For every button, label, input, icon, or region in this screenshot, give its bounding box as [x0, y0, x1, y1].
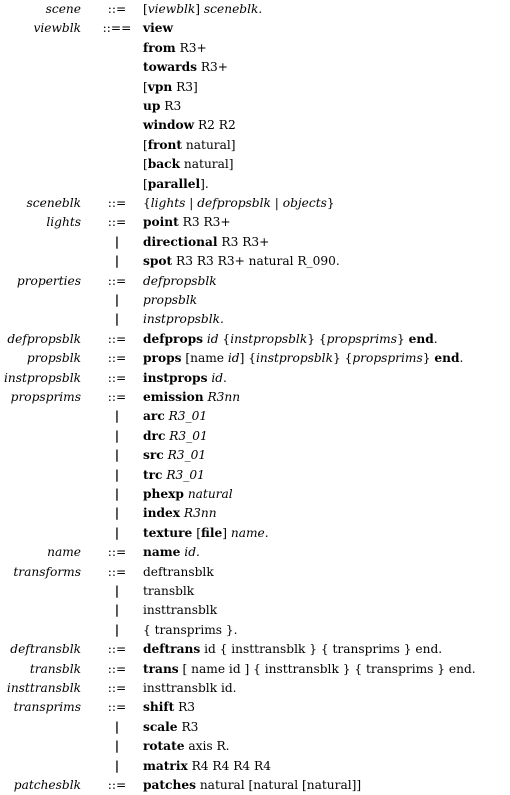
rule-production [143, 388, 240, 407]
rule-nonterminal: scene [45, 2, 81, 16]
production-token: } [396, 331, 409, 346]
grammar-rule [0, 737, 510, 756]
grammar-rule [0, 679, 510, 698]
rule-production [143, 349, 463, 368]
rule-operator: ::= [107, 215, 127, 230]
rule-nonterminal: defpropsblk [7, 331, 81, 346]
rule-operator: ::= [107, 642, 127, 657]
rule-production [143, 718, 198, 737]
production-token: ] [195, 2, 204, 16]
grammar-rule [0, 660, 510, 679]
grammar-rule [0, 330, 510, 349]
production-token: R3_01 [166, 467, 205, 482]
grammar-rule [0, 175, 510, 194]
production-token: parallel [147, 176, 201, 191]
production-token: natural] [182, 137, 236, 152]
production-token: [ [143, 2, 148, 16]
production-token: R3 [177, 719, 199, 734]
rule-production [143, 78, 198, 97]
rule-operator: ::= [107, 390, 127, 404]
production-token: instprops [143, 370, 208, 385]
production-token: ]. [200, 176, 209, 191]
production-token: back [147, 157, 181, 172]
rule-production [143, 446, 206, 465]
grammar-rule [0, 272, 510, 291]
production-token: natural [187, 487, 233, 501]
production-token: window [143, 118, 195, 133]
grammar-rule [0, 349, 510, 368]
grammar-rule [0, 601, 510, 620]
rule-production [143, 660, 476, 679]
rule-production [143, 466, 205, 485]
rule-operator: ::= [107, 273, 127, 288]
production-token: ] [222, 525, 231, 540]
production-token: } { [332, 351, 353, 366]
rule-production [143, 737, 230, 756]
production-token: rotate [143, 739, 185, 754]
production-token: . [459, 351, 464, 366]
rule-nonterminal: viewblk [33, 21, 81, 36]
rule-nonterminal: transforms [13, 564, 81, 579]
production-token: R3 R3 R3+ natural R_090. [172, 254, 340, 269]
production-token: id { insttransblk } { transprims } end. [200, 642, 443, 657]
rule-production [143, 757, 271, 776]
production-token: R3nn [207, 390, 241, 404]
rule-production [143, 485, 233, 504]
rule-operator: | [114, 584, 120, 598]
production-token: natural] [180, 157, 234, 172]
rule-operator: | [114, 622, 120, 637]
rule-operator: | [114, 487, 120, 501]
rule-production [143, 39, 207, 58]
production-token: sceneblk. [203, 2, 263, 16]
production-token: instpropsblk [230, 331, 308, 346]
production-token: R2 R2 [194, 118, 236, 133]
rule-nonterminal: name [47, 545, 81, 560]
rule-production [143, 58, 228, 77]
rule-production [143, 407, 207, 426]
production-token: } { [307, 331, 327, 346]
production-token: R3] [172, 79, 198, 94]
grammar-rule [0, 310, 510, 329]
rule-production [143, 252, 340, 271]
production-token: R3+ [196, 60, 228, 75]
production-token: id. [184, 545, 200, 560]
rule-operator: ::= [107, 778, 127, 792]
rule-nonterminal: transprims [13, 700, 81, 715]
production-token: { [218, 331, 231, 346]
rule-nonterminal: insttransblk [6, 681, 81, 695]
production-token: id [227, 351, 240, 366]
production-token: R3 [160, 99, 182, 113]
grammar-rule [0, 58, 510, 77]
production-token: view [143, 21, 173, 36]
production-token: end [434, 351, 460, 366]
production-token: R4 R4 R4 R4 [187, 758, 271, 773]
grammar-rule [0, 485, 510, 504]
production-token: props [143, 351, 182, 366]
production-token: viewblk [147, 2, 196, 16]
rule-nonterminal: deftransblk [10, 642, 81, 657]
rule-production [143, 369, 227, 388]
rule-operator: ::= [107, 681, 127, 695]
production-token: up [143, 99, 161, 113]
production-token: } [422, 351, 435, 366]
grammar-rule [0, 718, 510, 737]
production-token: point [143, 215, 179, 230]
production-token: R3nn [183, 506, 217, 521]
production-token: [ [143, 79, 148, 94]
grammar-rule [0, 0, 510, 19]
rule-production [143, 776, 361, 795]
rule-production [143, 679, 237, 698]
rule-production [143, 291, 197, 310]
production-token: file [200, 525, 223, 540]
production-token: R3 [174, 700, 196, 715]
production-token: R3 R3+ [217, 234, 270, 249]
grammar-rule [0, 78, 510, 97]
grammar-rule [0, 757, 510, 776]
production-token: instpropsblk. [143, 312, 224, 327]
rule-operator: | [114, 312, 120, 327]
production-token: propsprims [352, 351, 423, 366]
rule-operator: ::= [107, 351, 127, 366]
rule-production [143, 582, 194, 601]
production-token: name. [230, 525, 269, 540]
production-token: front [147, 137, 183, 152]
production-token: axis R. [184, 739, 230, 754]
production-token: deftrans [143, 642, 201, 657]
production-token: insttransblk id. [143, 681, 237, 695]
production-token: R3_01 [168, 409, 208, 424]
rule-operator: | [114, 428, 120, 443]
production-token: R3 R3+ [178, 215, 231, 230]
rule-operator: ::= [107, 545, 127, 560]
rule-operator: | [114, 506, 120, 521]
grammar-rule [0, 155, 510, 174]
production-token: [ [143, 137, 148, 152]
production-token: shift [143, 700, 175, 715]
rule-operator: ::= [107, 564, 127, 579]
production-token: } [326, 196, 335, 210]
rule-production [143, 504, 217, 523]
production-token: R3+ [175, 40, 207, 55]
rule-production [143, 543, 200, 562]
rule-production [143, 194, 335, 213]
rule-operator: | [114, 254, 120, 269]
rule-nonterminal: transblk [29, 661, 81, 676]
production-token: id [211, 370, 224, 385]
grammar-rule [0, 252, 510, 271]
production-token: propsprims [326, 331, 397, 346]
grammar-rule [0, 407, 510, 426]
grammar-rule [0, 39, 510, 58]
rule-nonterminal: propsprims [10, 390, 81, 404]
production-token: index [143, 506, 181, 521]
rule-operator: | [114, 719, 120, 734]
rule-operator: | [114, 409, 120, 424]
grammar-rule [0, 116, 510, 135]
production-token: R3_01 [169, 428, 208, 443]
rule-production [143, 233, 269, 252]
rule-operator: | [114, 234, 120, 249]
rule-operator: ::= [107, 196, 127, 210]
rule-production [143, 330, 438, 349]
rule-operator: ::= [107, 331, 127, 346]
production-token: matrix [143, 758, 188, 773]
rule-operator: | [114, 739, 120, 754]
rule-operator: | [114, 758, 120, 773]
rule-nonterminal: instpropsblk [3, 370, 81, 385]
rule-production [143, 563, 214, 582]
rule-production [143, 427, 208, 446]
grammar-rule [0, 640, 510, 659]
production-token: | [270, 196, 283, 210]
production-token: spot [143, 254, 173, 269]
rule-production [143, 213, 231, 232]
production-token: scale [143, 719, 178, 734]
rule-nonterminal: propsblk [26, 351, 81, 366]
grammar-rule [0, 233, 510, 252]
production-token: trc [143, 467, 163, 482]
rule-production [143, 175, 209, 194]
grammar-rule [0, 563, 510, 582]
rule-nonterminal: lights [46, 215, 81, 230]
production-token: instpropsblk [255, 351, 333, 366]
rule-operator: ::= [107, 370, 127, 385]
rule-production [143, 621, 238, 640]
production-token: objects [282, 196, 327, 210]
production-token: emission [143, 390, 204, 404]
grammar-rule [0, 504, 510, 523]
production-token: drc [143, 428, 166, 443]
grammar-rule [0, 97, 510, 116]
grammar-rule [0, 698, 510, 717]
rule-production [143, 136, 236, 155]
production-token: { transprims }. [143, 622, 238, 637]
rule-operator: ::= [107, 661, 127, 676]
production-token: directional [143, 234, 218, 249]
rule-production [143, 310, 224, 329]
rule-production [143, 116, 236, 135]
production-token: id [206, 331, 219, 346]
production-token: [ [192, 525, 201, 540]
rule-operator: ::== [102, 21, 132, 36]
production-token: trans [143, 661, 179, 676]
rule-production [143, 19, 173, 38]
rule-production [143, 272, 217, 291]
grammar-rule [0, 466, 510, 485]
production-token: R3_01 [167, 448, 207, 463]
production-token: src [143, 448, 164, 463]
rule-production [143, 524, 269, 543]
production-token: defpropsblk [197, 196, 271, 210]
rule-production [143, 155, 234, 174]
grammar-rule [0, 136, 510, 155]
production-token: patches [143, 778, 196, 792]
rule-operator: | [114, 603, 120, 618]
rule-production [143, 640, 442, 659]
production-token: defprops [143, 331, 203, 346]
grammar-rule [0, 213, 510, 232]
grammar-rule [0, 776, 510, 795]
rule-nonterminal: properties [16, 273, 81, 288]
grammar-rule [0, 19, 510, 38]
production-token: arc [143, 409, 165, 424]
production-token: towards [143, 60, 197, 75]
grammar-rule [0, 194, 510, 213]
rule-operator: | [114, 293, 120, 307]
production-token: [ [143, 157, 148, 172]
production-token: [name [181, 351, 228, 366]
production-token: insttransblk [143, 603, 218, 618]
production-token: . [223, 370, 227, 385]
production-token: [ [143, 176, 148, 191]
production-token: | [185, 196, 198, 210]
production-token: name [143, 545, 181, 560]
grammar-rule [0, 524, 510, 543]
production-token: vpn [147, 79, 173, 94]
grammar-rule [0, 291, 510, 310]
production-token: texture [143, 525, 193, 540]
production-token: propsblk [143, 293, 198, 307]
grammar-rule [0, 446, 510, 465]
production-token: transblk [143, 584, 195, 598]
rule-production [143, 97, 181, 116]
production-token: natural [natural [natural]] [195, 778, 362, 792]
production-token: deftransblk [143, 564, 214, 579]
grammar-rule [0, 621, 510, 640]
production-token: { [143, 196, 151, 210]
production-token: . [433, 331, 438, 346]
rule-nonterminal: sceneblk [26, 196, 81, 210]
grammar-rule [0, 427, 510, 446]
production-token: end [408, 331, 434, 346]
production-token: defpropsblk [143, 273, 217, 288]
grammar-rule [0, 543, 510, 562]
rule-operator: ::= [107, 2, 127, 16]
grammar-rule [0, 582, 510, 601]
production-token: phexp [143, 487, 184, 501]
rule-production [143, 698, 195, 717]
rule-operator: | [114, 448, 120, 463]
rule-production [143, 601, 217, 620]
rule-production [143, 0, 262, 19]
production-token: lights [150, 196, 186, 210]
production-token: ] { [239, 351, 256, 366]
production-token: from [143, 40, 176, 55]
rule-operator: | [114, 525, 120, 540]
grammar-rule [0, 369, 510, 388]
rule-operator: ::= [107, 700, 127, 715]
rule-operator: | [114, 467, 120, 482]
grammar-rule [0, 388, 510, 407]
production-token: [ name id ] { insttransblk } { transprims } end. [178, 661, 476, 676]
rule-nonterminal: patchesblk [13, 778, 81, 792]
